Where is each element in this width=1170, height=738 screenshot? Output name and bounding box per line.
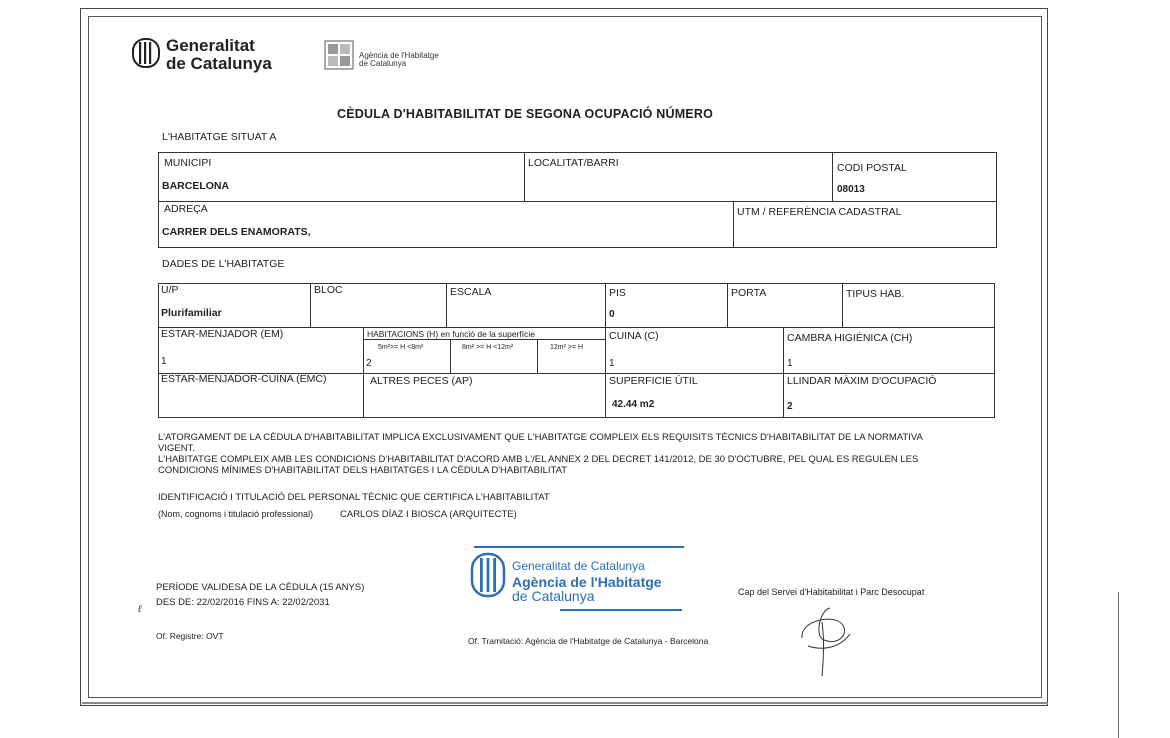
adreca-label: ADREÇA (164, 203, 208, 215)
superficie-value: 42.44 m2 (612, 399, 655, 410)
location-section-label: L'HABITATGE SITUAT A (162, 131, 277, 143)
up-label: U/P (161, 284, 179, 296)
dwelling-r1-divider-5 (842, 283, 843, 327)
generalitat-logo-icon (132, 38, 160, 68)
dwelling-r2-divider-2 (605, 327, 606, 418)
habitacions-col2-label: 8m² >= H <12m² (462, 344, 514, 351)
location-col-divider-1 (524, 152, 525, 201)
location-col-divider-3 (733, 201, 734, 248)
signature-mark (794, 600, 858, 680)
dwelling-r1-divider-1 (310, 283, 311, 327)
habitacions-col1-value: 2 (366, 358, 372, 369)
scan-edge-line (1118, 592, 1119, 738)
llindar-value: 2 (787, 401, 793, 412)
legal-text: L'ATORGAMENT DE LA CÈDULA D'HABITABILITAT IMPLICA EXCLUSIVAMENT QUE L'HABITATGE COMPLEIX ELS REQUISITS TÈCNICS D'HABITABILITAT DE LA NORMATIVA VIGENT. L'HABITATGE COMPLEIX AMB LES CONDICIONS D'HABITABILITAT D'ACORD AMB L'/EL ANNEX 2 DEL DECRET 141/2012, DE 30 D'OCTUBRE, PEL QUAL ES REGULEN LES CONDICIONS MÍNIMES D'HABITABILITAT DELS HABITATGES I LA CÈDULA D'HABITABILITAT (158, 432, 923, 476)
codi-postal-label: CODI POSTAL (837, 162, 907, 174)
validity-dates: DES DE: 22/02/2016 FINS A: 22/02/2031 (156, 597, 330, 608)
generalitat-wordmark: Generalitat de Catalunya (166, 36, 272, 73)
bloc-label: BLOC (314, 284, 343, 296)
cambra-higienica-label: CAMBRA HIGIÈNICA (CH) (787, 332, 913, 344)
document-title: CÈDULA D'HABITABILITAT DE SEGONA OCUPACIÓ NÚMERO (337, 107, 713, 121)
localitat-label: LOCALITAT/BARRI (528, 157, 619, 169)
validity-period: PERÍODE VALIDESA DE LA CÈDULA (15 ANYS) (156, 582, 365, 593)
altres-peces-label: ALTRES PECES (AP) (370, 375, 473, 387)
agency-wordmark: Agència de l'Habitatge de Catalunya (359, 51, 439, 68)
habitacions-sub-divider (363, 339, 605, 340)
technician-heading: IDENTIFICACIÓ I TITULACIÓ DEL PERSONAL TÈCNIC QUE CERTIFICA L'HABITABILITAT (158, 492, 550, 503)
dwelling-r1-divider-2 (446, 283, 447, 327)
habitacions-col1-label: 5m²>= H <8m² (378, 344, 424, 351)
registre-office: Of. Registre: OVT (156, 631, 224, 641)
technician-label: (Nom, cognoms i titulació professional) (158, 509, 314, 519)
technician-value: CARLOS DÍAZ I BIOSCA (ARQUITECTE) (340, 509, 517, 520)
escala-label: ESCALA (450, 286, 492, 298)
stamp-generalitat-icon (470, 552, 506, 598)
up-value: Plurifamiliar (161, 307, 222, 319)
em-label: ESTAR-MENJADOR (EM) (161, 328, 284, 340)
stamp-bottom-line (560, 609, 682, 611)
municipi-value: BARCELONA (162, 180, 230, 192)
habitacions-col-divider-1 (450, 339, 451, 373)
stamp-line2: Agència de l'Habitatge (512, 574, 662, 590)
dwelling-r1-divider-4 (727, 283, 728, 327)
tramitacio-office: Of. Tramitació: Agència de l'Habitatge de Catalunya - Barcelona (468, 636, 709, 646)
pis-value: 0 (609, 309, 615, 320)
habitacions-col3-label: 12m² >= H (550, 344, 584, 351)
cuina-label: CUINA (C) (609, 330, 659, 342)
frame-shadow (82, 702, 1048, 704)
pis-label: PIS (609, 287, 626, 299)
dwelling-section-label: DADES DE L'HABITATGE (162, 258, 285, 270)
dwelling-r2-divider-3 (783, 327, 784, 418)
tipus-label: TIPUS HAB. (846, 288, 905, 300)
emc-label: ESTAR-MENJADOR-CUINA (EMC) (161, 373, 327, 385)
habitacions-col-divider-2 (537, 339, 538, 373)
signature-caption: Cap del Servei d'Habitabilitat i Parc Desocupat (738, 587, 925, 597)
margin-mark: ℓ (138, 604, 142, 615)
habitacions-label: HABITACIONS (H) en funció de la superfície (367, 329, 536, 339)
superficie-label: SUPERFICIE ÚTIL (609, 375, 698, 387)
porta-label: PORTA (731, 287, 767, 299)
adreca-value: CARRER DELS ENAMORATS, (162, 226, 311, 238)
cuina-value: 1 (609, 358, 615, 369)
location-table-row-divider (158, 201, 997, 202)
llindar-label: LLINDAR MÀXIM D'OCUPACIÓ (787, 375, 937, 387)
stamp-line1: Generalitat de Catalunya (512, 559, 645, 573)
cambra-higienica-value: 1 (787, 358, 793, 369)
dwelling-r2-divider-1 (363, 327, 364, 418)
municipi-label: MUNICIPI (164, 157, 212, 169)
dwelling-row-divider-1 (158, 327, 995, 328)
dwelling-r1-divider-3 (605, 283, 606, 327)
utm-label: UTM / REFERÈNCIA CADASTRAL (737, 206, 902, 218)
codi-postal-value: 08013 (837, 184, 865, 195)
stamp-line3: de Catalunya (512, 588, 595, 604)
stamp-top-line (474, 546, 684, 548)
location-col-divider-2 (832, 152, 833, 201)
agency-logo-icon (324, 40, 354, 70)
em-value: 1 (161, 356, 167, 367)
